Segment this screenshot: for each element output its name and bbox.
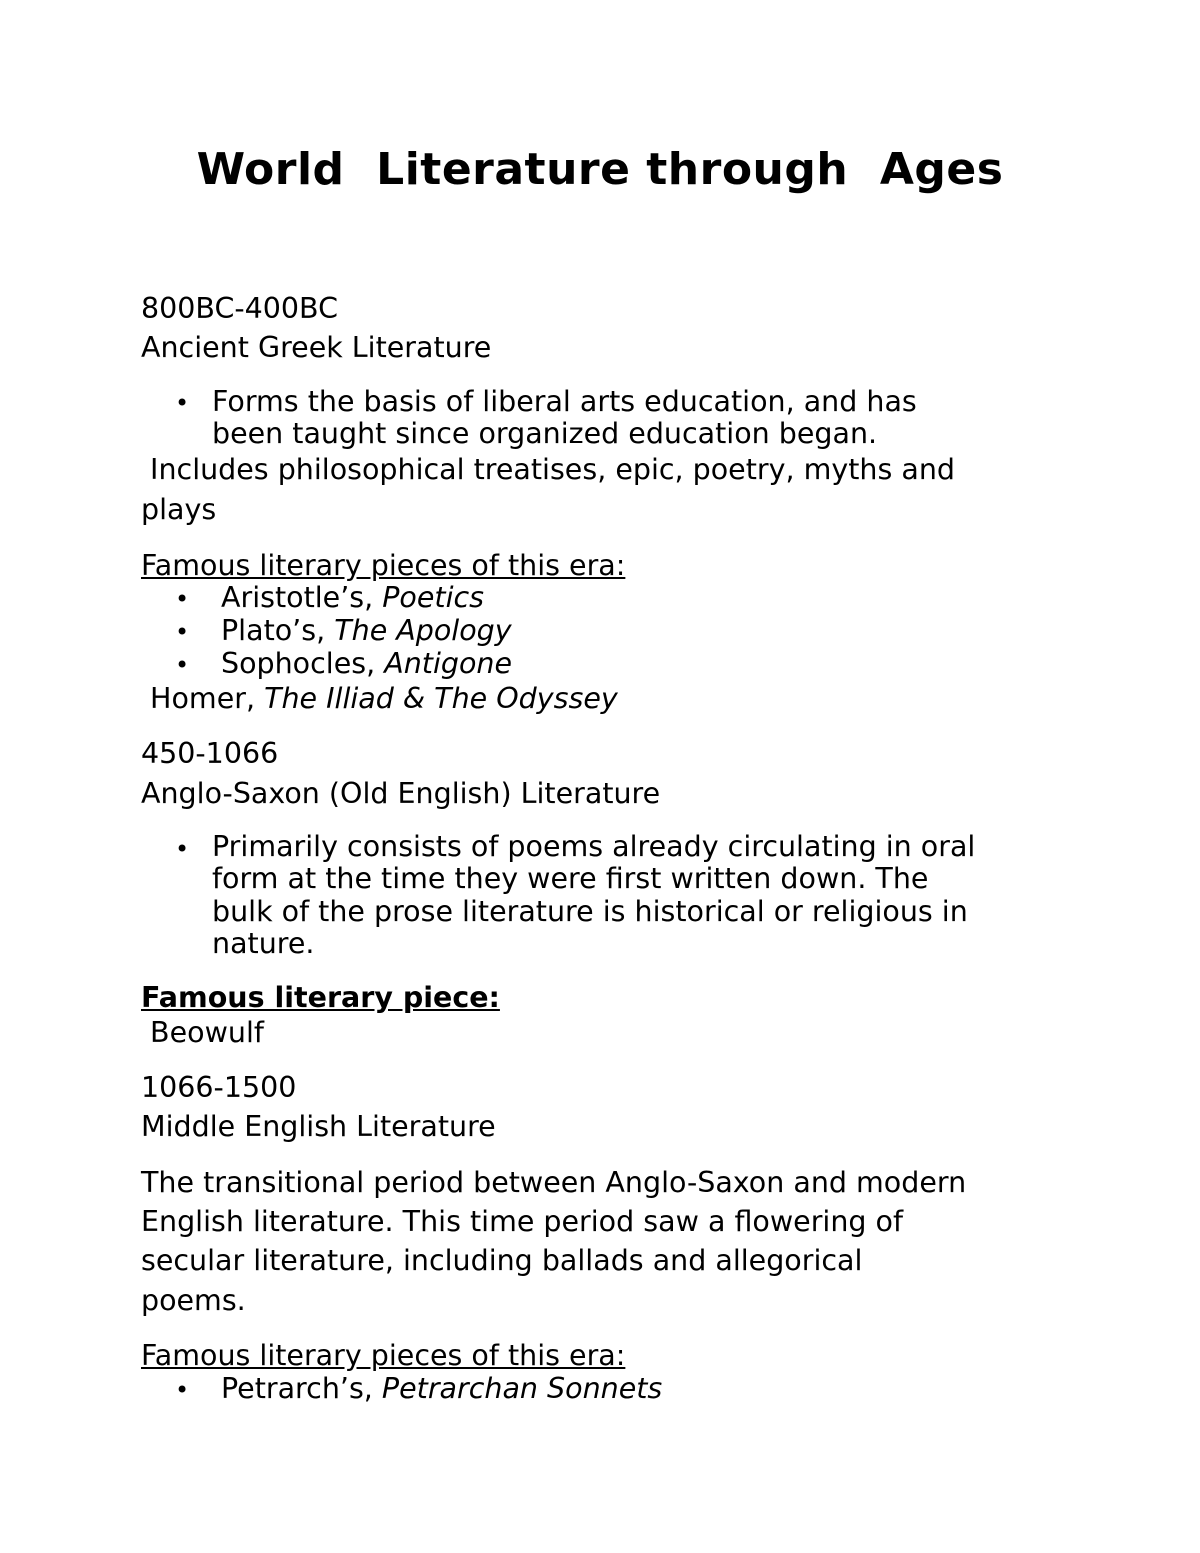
period-range: 450-1066 bbox=[141, 737, 279, 770]
bullet-line: Primarily consists of poems already circulating in oral bbox=[212, 830, 976, 863]
section-heading: Middle English Literature bbox=[141, 1110, 496, 1143]
body-line: poems. bbox=[141, 1284, 246, 1317]
work-item bbox=[221, 580, 484, 616]
work-author: Aristotle’s, bbox=[221, 581, 383, 614]
work-title: The Apology bbox=[334, 614, 512, 647]
body-line: Includes philosophical treatises, epic, poetry, myths and bbox=[141, 453, 955, 486]
bullet-line: form at the time they were first written down. The bbox=[212, 862, 929, 895]
bullet-line: bulk of the prose literature is historical or religious in bbox=[212, 895, 968, 928]
period-range: 1066-1500 bbox=[141, 1071, 297, 1104]
work-author: Plato’s, bbox=[221, 614, 335, 647]
work-item bbox=[221, 1371, 662, 1407]
period-range: 800BC-400BC bbox=[141, 292, 338, 325]
work-title: Poetics bbox=[382, 581, 485, 614]
work-item: Beowulf bbox=[141, 1016, 264, 1049]
work-title: The Illiad & The Odyssey bbox=[264, 682, 618, 715]
work-author: Sophocles, bbox=[221, 647, 385, 680]
work-item bbox=[221, 613, 512, 649]
work-author: Homer, bbox=[141, 682, 265, 715]
bullet-marker: • bbox=[175, 585, 190, 613]
famous-works-heading: Famous literary pieces of this era: bbox=[141, 1339, 626, 1372]
bullet-line: nature. bbox=[212, 927, 315, 960]
bullet-marker: • bbox=[175, 389, 190, 417]
section-heading: Anglo-Saxon (Old English) Literature bbox=[141, 777, 661, 810]
body-line: plays bbox=[141, 493, 217, 526]
work-item bbox=[141, 681, 618, 717]
work-author: Petrarch’s, bbox=[221, 1372, 382, 1405]
work-title: Petrarchan Sonnets bbox=[381, 1372, 663, 1405]
body-line: secular literature, including ballads and allegorical bbox=[141, 1244, 863, 1277]
work-item bbox=[221, 646, 512, 682]
work-title: Antigone bbox=[384, 647, 512, 680]
body-line: English literature. This time period saw a flowering of bbox=[141, 1205, 904, 1238]
body-line: The transitional period between Anglo-Saxon and modern bbox=[141, 1166, 967, 1199]
bullet-marker: • bbox=[175, 835, 190, 863]
bullet-line: Forms the basis of liberal arts education, and has bbox=[212, 385, 917, 418]
document-title: World Literature through Ages bbox=[196, 144, 1004, 195]
bullet-marker: • bbox=[175, 651, 190, 679]
famous-works-heading: Famous literary piece: bbox=[141, 981, 500, 1014]
section-heading: Ancient Greek Literature bbox=[141, 331, 492, 364]
bullet-marker: • bbox=[175, 618, 190, 646]
famous-works-heading: Famous literary pieces of this era: bbox=[141, 549, 626, 582]
bullet-line: been taught since organized education began. bbox=[212, 417, 878, 450]
bullet-marker: • bbox=[175, 1376, 190, 1404]
